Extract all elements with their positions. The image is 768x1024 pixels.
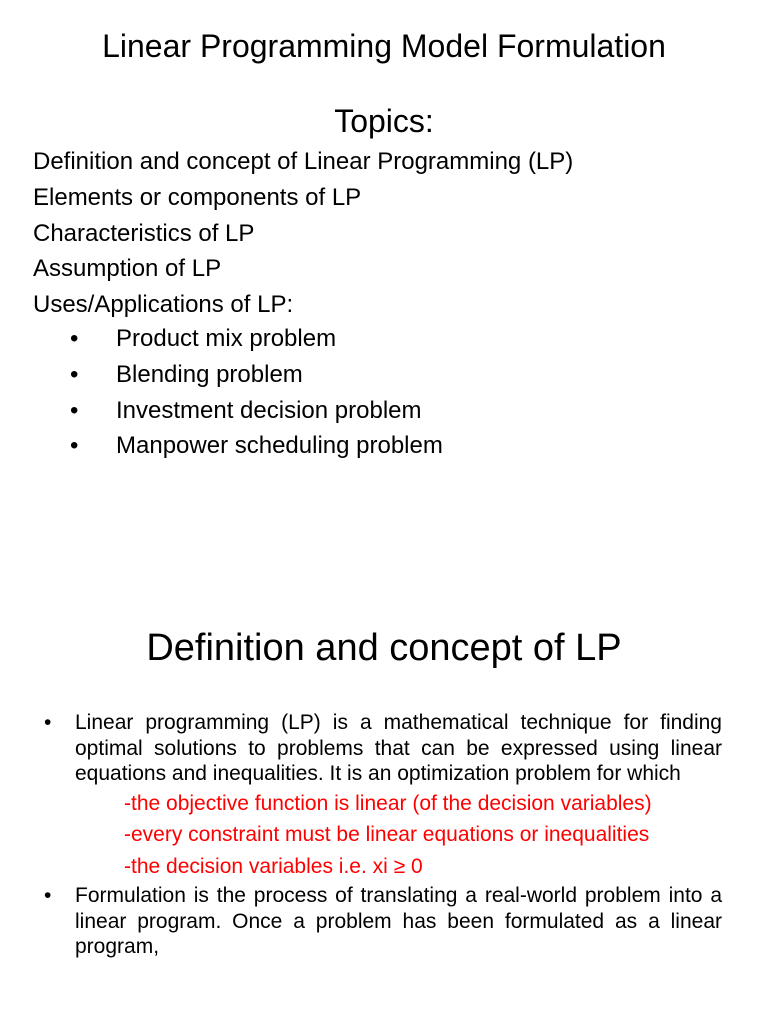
application-label: Product mix problem: [116, 325, 337, 352]
definition-paragraph: [44, 710, 722, 787]
bullet-icon: •: [70, 432, 79, 460]
bullet-icon: •: [70, 325, 79, 352]
topic-item: Elements or components of LP: [33, 183, 362, 211]
slide2-title: Definition and concept of LP: [146, 627, 622, 669]
topic-item: Definition and concept of Linear Programming (LP): [33, 148, 574, 175]
condition-item: -every constraint must be linear equations or inequalities: [124, 823, 650, 846]
topic-item: Assumption of LP: [33, 255, 222, 283]
application-item: [0, 321, 720, 357]
slide1-title: Linear Programming Model Formulation: [102, 28, 666, 64]
bullet-icon: •: [70, 396, 79, 424]
definition-text: Linear programming (LP) is a mathematical technique for finding optimal solutions to problems that can be expressed using linear equations and inequalities. It is an optimization problem for which: [75, 711, 722, 785]
application-label: Investment decision problem: [116, 396, 422, 424]
application-item: [0, 428, 720, 464]
topics-list: [33, 144, 753, 323]
formulation-paragraph: [44, 883, 722, 960]
application-label: Blending problem: [116, 360, 303, 388]
bullet-icon: •: [70, 360, 79, 388]
topic-item: Characteristics of LP: [33, 219, 255, 247]
slide1-subtitle: Topics:: [334, 103, 434, 139]
application-item: [0, 357, 720, 393]
applications-list: [0, 321, 720, 464]
application-item: [0, 393, 720, 429]
bullet-icon: •: [44, 884, 52, 907]
slide2-body: [44, 710, 722, 960]
bullet-icon: •: [44, 711, 52, 734]
condition-item: -the objective function is linear (of the decision variables): [124, 791, 652, 815]
condition-item: -the decision variables i.e. xi ≥ 0: [124, 854, 423, 878]
topic-item: Uses/Applications of LP:: [33, 291, 294, 319]
application-label: Manpower scheduling problem: [116, 432, 443, 460]
formulation-text: Formulation is the process of translating a real-world problem into a linear program. Once a problem has been formulated as a linear program,: [75, 884, 722, 958]
